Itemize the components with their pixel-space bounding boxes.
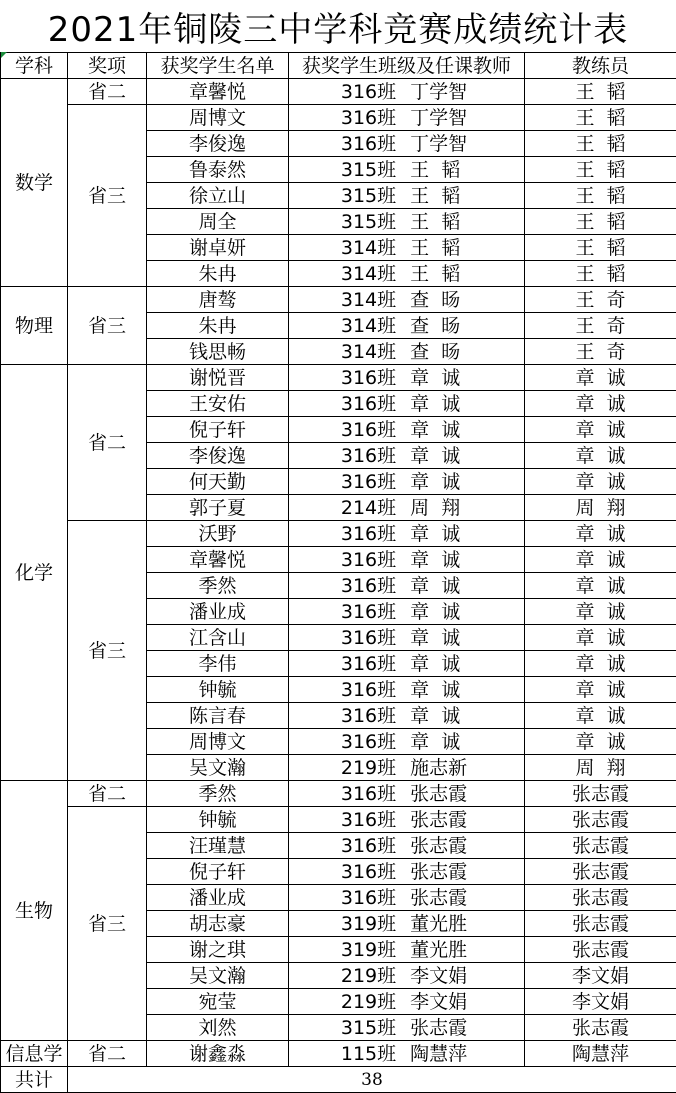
teacher-name: 陶慧萍 [410, 1042, 472, 1066]
teacher-name: 章 诚 [410, 418, 472, 442]
table-row [1, 287, 676, 313]
class-label: 319班 [341, 912, 396, 936]
student-name-cell: 潘业成 [147, 599, 289, 625]
class-teacher-cell [289, 885, 525, 911]
class-teacher-cell [289, 755, 525, 781]
student-name-cell: 倪子轩 [147, 417, 289, 443]
class-teacher-cell [289, 287, 525, 313]
class-teacher-cell [289, 1015, 525, 1041]
teacher-name: 查 旸 [410, 288, 472, 312]
class-teacher-cell [289, 261, 525, 287]
class-teacher-cell [289, 573, 525, 599]
student-name-cell: 周全 [147, 209, 289, 235]
coach-cell: 章 诚 [525, 573, 676, 599]
class-label: 316班 [341, 782, 396, 806]
student-name-cell: 唐骜 [147, 287, 289, 313]
header-row [1, 53, 676, 79]
student-name-cell: 周博文 [147, 105, 289, 131]
student-name-cell: 江含山 [147, 625, 289, 651]
student-name-cell: 朱冉 [147, 261, 289, 287]
class-label: 115班 [341, 1042, 396, 1066]
coach-cell: 张志霞 [525, 1015, 676, 1041]
teacher-name: 章 诚 [410, 652, 472, 676]
subject-cell: 信息学 [1, 1041, 68, 1067]
student-name-cell: 谢鑫淼 [147, 1041, 289, 1067]
coach-cell: 章 诚 [525, 677, 676, 703]
class-teacher-cell [289, 599, 525, 625]
class-teacher-cell [289, 651, 525, 677]
subject-cell: 物理 [1, 287, 68, 365]
class-label: 316班 [341, 834, 396, 858]
header-name: 获奖学生名单 [147, 53, 289, 79]
coach-cell: 章 诚 [525, 625, 676, 651]
class-label: 319班 [341, 938, 396, 962]
table-row [1, 105, 676, 131]
student-name-cell: 吴文瀚 [147, 963, 289, 989]
student-name-cell: 胡志豪 [147, 911, 289, 937]
award-cell: 省三 [68, 807, 147, 1041]
teacher-name: 章 诚 [410, 704, 472, 728]
class-label: 316班 [341, 80, 396, 104]
coach-cell: 王 奇 [525, 313, 676, 339]
student-name-cell: 季然 [147, 573, 289, 599]
class-teacher-cell [289, 313, 525, 339]
class-teacher-cell [289, 781, 525, 807]
class-label: 315班 [341, 210, 396, 234]
coach-cell: 王 韬 [525, 209, 676, 235]
class-label: 314班 [341, 262, 396, 286]
class-label: 316班 [341, 600, 396, 624]
coach-cell: 王 韬 [525, 105, 676, 131]
coach-cell: 张志霞 [525, 885, 676, 911]
student-name-cell: 季然 [147, 781, 289, 807]
student-name-cell: 朱冉 [147, 313, 289, 339]
class-label: 315班 [341, 1016, 396, 1040]
class-label: 316班 [341, 392, 396, 416]
coach-cell: 张志霞 [525, 937, 676, 963]
coach-cell: 王 奇 [525, 339, 676, 365]
class-label: 316班 [341, 418, 396, 442]
teacher-name: 丁学智 [410, 132, 472, 156]
teacher-name: 章 诚 [410, 678, 472, 702]
header-award: 奖项 [68, 53, 147, 79]
student-name-cell: 何天勤 [147, 469, 289, 495]
student-name-cell: 钟毓 [147, 677, 289, 703]
teacher-name: 王 韬 [410, 158, 472, 182]
teacher-name: 章 诚 [410, 548, 472, 572]
class-label: 316班 [341, 860, 396, 884]
student-name-cell: 谢之琪 [147, 937, 289, 963]
class-label: 316班 [341, 470, 396, 494]
coach-cell: 章 诚 [525, 547, 676, 573]
class-teacher-cell [289, 547, 525, 573]
class-teacher-cell [289, 937, 525, 963]
class-label: 316班 [341, 886, 396, 910]
class-label: 314班 [341, 340, 396, 364]
class-label: 316班 [341, 522, 396, 546]
class-label: 316班 [341, 574, 396, 598]
teacher-name: 丁学智 [410, 80, 472, 104]
teacher-name: 张志霞 [410, 886, 472, 910]
teacher-name: 章 诚 [410, 470, 472, 494]
coach-cell: 张志霞 [525, 859, 676, 885]
class-teacher-cell [289, 339, 525, 365]
class-label: 316班 [341, 652, 396, 676]
teacher-name: 张志霞 [410, 782, 472, 806]
class-label: 219班 [341, 990, 396, 1014]
coach-cell: 章 诚 [525, 729, 676, 755]
award-cell: 省二 [68, 79, 147, 105]
coach-cell: 章 诚 [525, 651, 676, 677]
class-label: 316班 [341, 678, 396, 702]
class-label: 219班 [341, 964, 396, 988]
class-label: 316班 [341, 548, 396, 572]
award-cell: 省二 [68, 781, 147, 807]
coach-cell: 王 韬 [525, 157, 676, 183]
header-coach: 教练员 [525, 53, 676, 79]
class-label: 314班 [341, 288, 396, 312]
student-name-cell: 汪瑾慧 [147, 833, 289, 859]
table-row [1, 1041, 676, 1067]
class-label: 315班 [341, 158, 396, 182]
class-teacher-cell [289, 963, 525, 989]
class-teacher-cell [289, 495, 525, 521]
table-row [1, 79, 676, 105]
total-value: 38 [68, 1067, 676, 1093]
teacher-name: 章 诚 [410, 444, 472, 468]
teacher-name: 章 诚 [410, 730, 472, 754]
student-name-cell: 陈言春 [147, 703, 289, 729]
class-teacher-cell [289, 729, 525, 755]
teacher-name: 施志新 [410, 756, 472, 780]
coach-cell: 章 诚 [525, 703, 676, 729]
class-teacher-cell [289, 105, 525, 131]
cell-comment-marker [1, 52, 7, 58]
class-teacher-cell [289, 417, 525, 443]
student-name-cell: 潘业成 [147, 885, 289, 911]
student-name-cell: 章馨悦 [147, 79, 289, 105]
award-cell: 省三 [68, 287, 147, 365]
class-teacher-cell [289, 131, 525, 157]
class-label: 316班 [341, 106, 396, 130]
class-teacher-cell [289, 859, 525, 885]
student-name-cell: 宛莹 [147, 989, 289, 1015]
class-teacher-cell [289, 677, 525, 703]
student-name-cell: 钱思畅 [147, 339, 289, 365]
teacher-name: 张志霞 [410, 1016, 472, 1040]
teacher-name: 王 韬 [410, 236, 472, 260]
class-label: 316班 [341, 808, 396, 832]
class-label: 314班 [341, 314, 396, 338]
teacher-name: 张志霞 [410, 860, 472, 884]
class-teacher-cell [289, 365, 525, 391]
coach-cell: 王 韬 [525, 261, 676, 287]
class-label: 314班 [341, 236, 396, 260]
coach-cell: 王 韬 [525, 131, 676, 157]
class-label: 316班 [341, 704, 396, 728]
page-title: 2021年铜陵三中学科竞赛成绩统计表 [0, 0, 676, 52]
coach-cell: 周 翔 [525, 755, 676, 781]
student-name-cell: 吴文瀚 [147, 755, 289, 781]
coach-cell: 章 诚 [525, 599, 676, 625]
student-name-cell: 谢悦晋 [147, 365, 289, 391]
teacher-name: 查 旸 [410, 340, 472, 364]
teacher-name: 查 旸 [410, 314, 472, 338]
coach-cell: 张志霞 [525, 781, 676, 807]
coach-cell: 章 诚 [525, 443, 676, 469]
coach-cell: 章 诚 [525, 417, 676, 443]
coach-cell: 王 韬 [525, 79, 676, 105]
teacher-name: 李文娟 [410, 964, 472, 988]
class-teacher-cell [289, 443, 525, 469]
teacher-name: 章 诚 [410, 600, 472, 624]
class-label: 219班 [341, 756, 396, 780]
coach-cell: 章 诚 [525, 521, 676, 547]
teacher-name: 章 诚 [410, 522, 472, 546]
table-row [1, 807, 676, 833]
coach-cell: 陶慧萍 [525, 1041, 676, 1067]
class-teacher-cell [289, 469, 525, 495]
award-cell: 省三 [68, 105, 147, 287]
student-name-cell: 沃野 [147, 521, 289, 547]
class-teacher-cell [289, 235, 525, 261]
student-name-cell: 李俊逸 [147, 443, 289, 469]
class-teacher-cell [289, 79, 525, 105]
coach-cell: 周 翔 [525, 495, 676, 521]
teacher-name: 章 诚 [410, 392, 472, 416]
table-row [1, 365, 676, 391]
header-class-teacher: 获奖学生班级及任课教师 [289, 53, 525, 79]
class-label: 315班 [341, 184, 396, 208]
class-label: 316班 [341, 366, 396, 390]
student-name-cell: 谢卓妍 [147, 235, 289, 261]
class-teacher-cell [289, 1041, 525, 1067]
coach-cell: 王 奇 [525, 287, 676, 313]
table-row [1, 521, 676, 547]
teacher-name: 章 诚 [410, 574, 472, 598]
table-row [1, 781, 676, 807]
teacher-name: 王 韬 [410, 184, 472, 208]
coach-cell: 张志霞 [525, 807, 676, 833]
coach-cell: 章 诚 [525, 391, 676, 417]
student-name-cell: 周博文 [147, 729, 289, 755]
coach-cell: 张志霞 [525, 833, 676, 859]
class-teacher-cell [289, 703, 525, 729]
class-teacher-cell [289, 521, 525, 547]
teacher-name: 章 诚 [410, 366, 472, 390]
award-cell: 省三 [68, 521, 147, 781]
teacher-name: 董光胜 [410, 938, 472, 962]
total-label: 共计 [1, 1067, 68, 1093]
class-teacher-cell [289, 183, 525, 209]
class-teacher-cell [289, 911, 525, 937]
teacher-name: 王 韬 [410, 210, 472, 234]
student-name-cell: 徐立山 [147, 183, 289, 209]
subject-cell: 数学 [1, 79, 68, 287]
results-table [0, 52, 676, 1093]
student-name-cell: 郭子夏 [147, 495, 289, 521]
subject-cell: 生物 [1, 781, 68, 1041]
student-name-cell: 王安佑 [147, 391, 289, 417]
teacher-name: 李文娟 [410, 990, 472, 1014]
teacher-name: 董光胜 [410, 912, 472, 936]
coach-cell: 章 诚 [525, 365, 676, 391]
class-label: 316班 [341, 132, 396, 156]
teacher-name: 周 翔 [410, 496, 472, 520]
coach-cell: 王 韬 [525, 235, 676, 261]
class-teacher-cell [289, 989, 525, 1015]
class-teacher-cell [289, 209, 525, 235]
class-teacher-cell [289, 157, 525, 183]
teacher-name: 张志霞 [410, 808, 472, 832]
coach-cell: 章 诚 [525, 469, 676, 495]
class-teacher-cell [289, 391, 525, 417]
teacher-name: 章 诚 [410, 626, 472, 650]
class-teacher-cell [289, 833, 525, 859]
student-name-cell: 李俊逸 [147, 131, 289, 157]
award-cell: 省二 [68, 1041, 147, 1067]
class-label: 316班 [341, 730, 396, 754]
teacher-name: 丁学智 [410, 106, 472, 130]
class-teacher-cell [289, 625, 525, 651]
coach-cell: 王 韬 [525, 183, 676, 209]
student-name-cell: 鲁泰然 [147, 157, 289, 183]
student-name-cell: 李伟 [147, 651, 289, 677]
class-label: 214班 [341, 496, 396, 520]
class-teacher-cell [289, 807, 525, 833]
class-label: 316班 [341, 626, 396, 650]
teacher-name: 王 韬 [410, 262, 472, 286]
student-name-cell: 钟毓 [147, 807, 289, 833]
student-name-cell: 刘然 [147, 1015, 289, 1041]
teacher-name: 张志霞 [410, 834, 472, 858]
coach-cell: 李文娟 [525, 989, 676, 1015]
coach-cell: 张志霞 [525, 911, 676, 937]
award-cell: 省二 [68, 365, 147, 521]
coach-cell: 李文娟 [525, 963, 676, 989]
class-label: 316班 [341, 444, 396, 468]
header-subject: 学科 [1, 53, 68, 79]
student-name-cell: 倪子轩 [147, 859, 289, 885]
total-row [1, 1067, 676, 1093]
subject-cell: 化学 [1, 365, 68, 781]
student-name-cell: 章馨悦 [147, 547, 289, 573]
